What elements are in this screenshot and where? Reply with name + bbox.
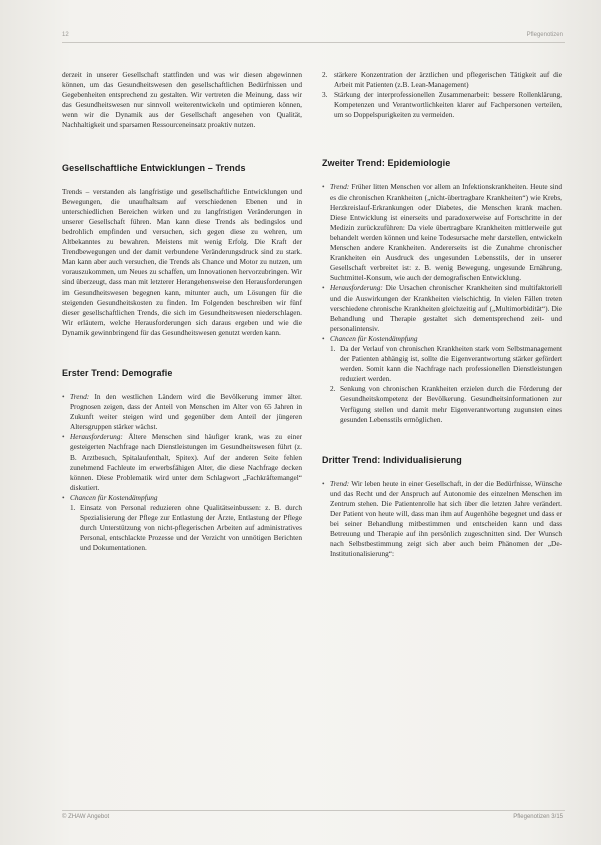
journal-name: Pflegenotizen	[526, 32, 563, 38]
item-text: Die Ursachen chronischer Krankheiten sind multifaktoriell und die Auswirkungen der Krankheiten vielschichtig. In vielen Fällen treten verschiedene chronische Krankheiten gleichzeitig auf („Multimorbidität“). Die Behandlung und Therapie gestaltet sich dementsprechend zeit- und personalintensiv.	[330, 283, 562, 333]
item-text: In den westlichen Ländern wird die Bevölkerung immer älter. Prognosen zeigen, dass der Anteil von Menschen im Alter von 65 Jahren in Zukunft weiter steigen wird und gegenüber dem Anteil der jüngeren Altersgruppen stärker wächst.	[70, 391, 302, 432]
section-title-demografie: Erster Trend: Demografie	[62, 367, 173, 378]
item-term: Chancen für Kostendämpfung	[330, 333, 418, 343]
item-text: Ältere Menschen sind häufiger krank, was zu einer gesteigerten Nachfrage nach Dienstleistungen im Gesundheitswesen führt (z. B. Arztbesuch, Spitalaufenthalt, Spitex). Auf der anderen Seite fehlen zunehmend Fachleute im erwerbsfähigen Alter, die diese Nachfrage decken können. Diese Problematik wird unter dem Schlagwort „Fachkräftemangel“ diskutiert.	[70, 432, 302, 492]
item-number: 2.	[330, 384, 336, 394]
list-item	[70, 503, 302, 553]
item-text: Stärkung der interprofessionellen Zusammenarbeit: bessere Rollenklärung, Kompetenzen und Verantwortlichkeiten klarer auf Fachpersonen verteilen, um so Doppelspurigkeiten zu vermeiden.	[334, 90, 562, 120]
header-rule	[62, 42, 565, 43]
list-item	[330, 344, 562, 384]
trends-paragraph: Trends – verstanden als langfristige und gesellschaftliche Entwicklungen und Bewegungen, die unaufhaltsam auf verschiedenen Ebenen und in unterschiedlichen Bereichen wirken und zu langfristigen Veränderungen in unserer Gesellschaft führen. Man kann diese Trends als bedingslos und bedrohlich empfinden und versuchen, sich gegen diese zu wehren, um Altbekanntes zu bewahren. Meistens mit wenig Erfolg. Die Kraft der Trendbewegungen und der damit verbundene Veränderungsdruck sind zu stark. Man kann aber auch versuchen, die Trends als Chance und Motor zu nutzen, um vorauszukommen, um Neues zu schaffen, um Innovationen hervorzubringen. Wir sind überzeugt, dass man mit letzterer Herangehensweise den Herausforderungen im Gesundheitswesen begegnen kann, mitunter auch, um Lösungen für die steigenden Gesundheitskosten zu finden. Im Folgenden beschreiben wir fünf dieser gesellschaftlichen Trends, die sich im Gesundheitswesen niederschlagen. Wir erläutern, welche Herausforderungen sich daraus ergeben und wie die Dynamik gewinnbringend für das Gesundheitswesen genutzt werden kann.	[62, 186, 302, 337]
epidemiologie-list	[322, 182, 562, 424]
section-title-epidemiologie: Zweiter Trend: Epidemiologie	[322, 158, 451, 169]
item-term: Trend:	[70, 391, 90, 401]
intro-paragraph: derzeit in unserer Gesellschaft stattfinden und was wir diesen abgewinnen können, um das Gesundheitswesen den gesellschaftlichen Bedürfnissen und Gegebenheiten entsprechend zu gestalten. Wir vertreten die Meinung, dass wir das Gesundheitswesen nur sinnvoll weiterentwickeln und optimieren können, wenn wir die Dynamik aus der Gesellschaft angesehen von Qualität, Nachhaltigkeit und sparsamen Ressourceneinsatz proaktiv nutzen.	[62, 70, 302, 130]
item-text: Senkung von chronischen Krankheiten erzielen durch die Förderung der Gesundheitskompetenz der Bevölkerung. Gesundheitsinformationen zur Verfügung stellen und damit mehr Eigenverantwortung zugunsten eines gesunden Lebensstils ermöglichen.	[340, 384, 562, 424]
list-item	[330, 384, 562, 424]
demografie-list	[62, 392, 302, 554]
list-item	[62, 493, 302, 554]
item-term: Herausforderung:	[330, 283, 383, 293]
item-text: Einsatz von Personal reduzieren ohne Qualitätseinbussen: z. B. durch Spezialisierung der Pflege zur Entlastung der Ärzte, Entlastung der Pflege durch Unterstützung von nicht-pflegerischen Arbeiten auf administratives Personal, entschlackte Prozesse und der Verzicht von unnötigen Berichten und Dokumentationen.	[80, 503, 302, 553]
list-item	[62, 432, 302, 493]
item-number: 3.	[322, 90, 328, 100]
list-item	[322, 70, 562, 90]
footer-issue: Pflegenotizen 3/15	[513, 814, 563, 820]
chances-list	[330, 344, 562, 425]
item-number: 2.	[322, 70, 328, 79]
individualisierung-list	[322, 479, 562, 560]
footer-publisher: © ZHAW Angebot	[62, 814, 110, 820]
section-title-trends: Gesellschaftliche Entwicklungen – Trends	[62, 162, 246, 173]
continued-list	[322, 70, 562, 120]
left-column	[62, 70, 302, 553]
list-item	[322, 283, 562, 333]
list-item	[62, 392, 302, 432]
item-term: Trend:	[330, 182, 350, 192]
chances-list	[70, 503, 302, 553]
item-number: 1.	[330, 343, 336, 353]
item-term: Trend:	[330, 478, 350, 488]
list-item	[322, 479, 562, 560]
item-text: Früher litten Menschen vor allem an Infektionskrankheiten. Heute sind es die chronischen Krankheiten („nicht-übertragbare Krankheiten“) wie Krebs, Herzkreislauf-Erkrankungen oder Diabetes, die Menschen krank machen. Diese Entwicklung ist einerseits und paradoxerweise auf Fortschritte in der Medizin zurückzuführen: Da viele übertragbare Krankheiten mittlerweile gut behandelt werden können und keine Todesursache mehr darstellen, entwickeln Menschen andere Krankheiten. Andererseits ist die Zunahme chronischer Krankheiten ein Ausdruck des ungesunden Lebensstils, der in unserer Gesellschaft verbreitet ist: z. B. wenig Bewegung, ungesunde Ernährung, Suchtmittel-Konsum, wie auch der demografischen Entwicklung.	[330, 182, 562, 283]
right-column	[322, 70, 562, 559]
page-number: 12	[62, 32, 69, 38]
list-item	[322, 90, 562, 120]
item-text: Da der Verlauf von chronischen Krankheiten stark vom Selbstmanagement der Patienten abhängig ist, sollte die Eigenverantwortung stärker gefördert werden. Somit kann die Nachfrage nach professionellen Dienstleistungen reduziert werden.	[340, 343, 562, 384]
item-text: Wir leben heute in einer Gesellschaft, in der die Bedürfnisse, Wünsche und das Recht und der Anspruch auf Autonomie des einzelnen Menschen im Zentrum stehen. Die Patientenrolle hat sich über die letzten Jahre verändert. Der Patient von heute will, dass man ihm auf Augenhöhe begegnet und dass er bei seiner Behandlung mitbestimmen und entscheiden kann und dass Betreuung und Therapie auf ihn persönlich zugeschnitten sind. Der Wunsch nach Selbstbestimmung zeigt sich aber auch beim Phänomen der „De-Institutionalisierung“:	[330, 478, 562, 559]
list-item	[322, 182, 562, 283]
item-text: stärkere Konzentration der ärztlichen und pflegerischen Tätigkeit auf die Arbeit mit Patienten (z.B. Lean-Management)	[334, 70, 562, 90]
item-term: Herausforderung:	[70, 432, 123, 442]
item-term: Chancen für Kostendämpfung	[70, 492, 158, 502]
item-number: 1.	[70, 503, 76, 512]
footer-rule	[62, 810, 565, 811]
list-item	[322, 334, 562, 425]
section-title-individualisierung: Dritter Trend: Individualisierung	[322, 454, 462, 465]
